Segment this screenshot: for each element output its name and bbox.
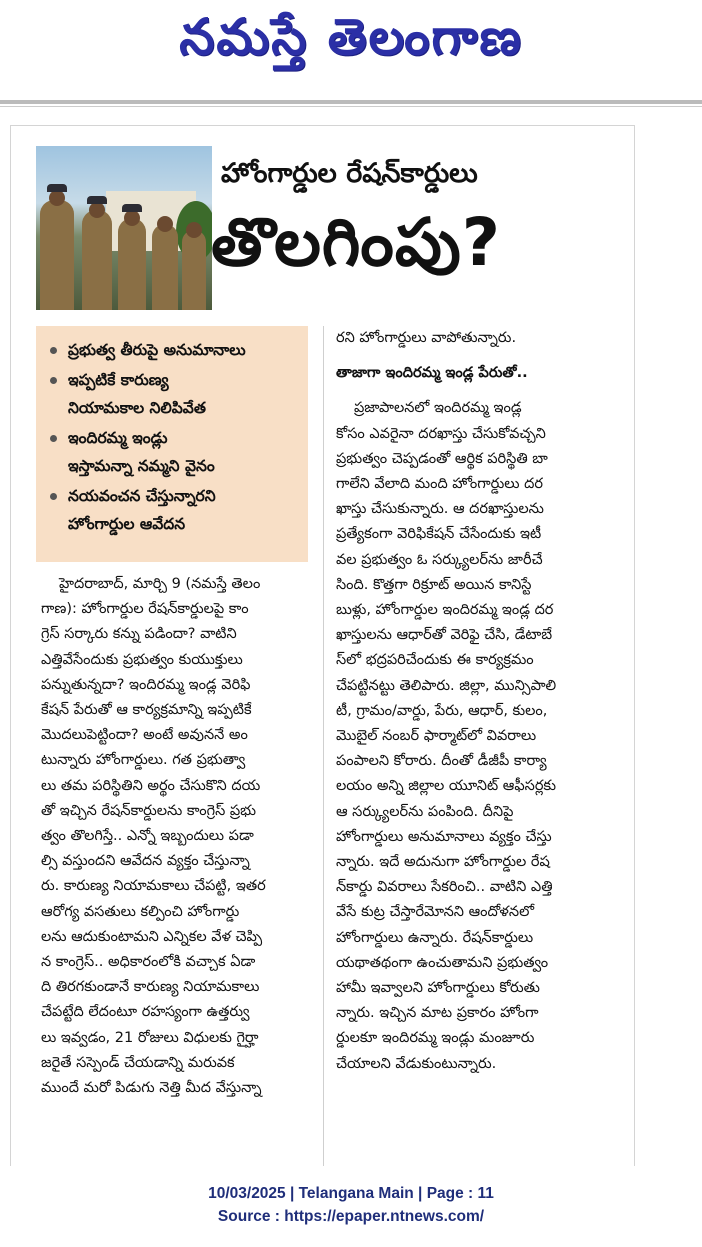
body-text-line: న కాంగ్రెస్.. అధికారంలోకి వచ్చాక ఏడా <box>41 954 256 971</box>
body-text-line: మొబైల్ నంబర్ ఫార్మాట్‌లో వివరాలు <box>336 728 537 745</box>
bullet-icon <box>50 347 57 354</box>
body-text-line: మొదలుపెట్టిందా? అంటే అవుననే అం <box>41 727 248 744</box>
highlight-item <box>48 366 300 422</box>
body-text-line: గాణ): హోంగార్డుల రేషన్‌కార్డులపై కాం <box>41 601 249 618</box>
article-kicker: హోంగార్డుల రేషన్‌కార్డులు <box>221 158 478 189</box>
masthead-rule <box>0 100 702 104</box>
right-column-text <box>336 326 616 1077</box>
guard-cap <box>122 204 142 212</box>
home-guards-photo <box>36 146 212 310</box>
body-text-line: ప్రత్యేకంగా వెరిఫికేషన్ చేసేందుకు ఇటీ <box>336 526 542 543</box>
guard-head <box>89 202 105 218</box>
body-text-line: లు తమ పరిస్థితిని అర్థం చేసుకొని దయ <box>41 777 261 794</box>
footer-source: Source : https://epaper.ntnews.com/ <box>217 1208 485 1225</box>
body-text-line: న్నారు. ఇచ్చిన మాట ప్రకారం హోంగా <box>336 1005 539 1022</box>
body-text-line: ప్రభుత్వం చెప్పడంతో ఆర్థిక పరిస్థితి బా <box>336 450 548 467</box>
body-text-line: హైదరాబాద్, మార్చి 9 (నమస్తే తెలం <box>59 576 261 592</box>
guard-figure <box>118 218 146 310</box>
highlights-box <box>36 326 308 562</box>
body-text-line: లు ఇవ్వడం, 21 రోజులు విధులకు గైర్హా <box>41 1029 259 1046</box>
body-text-line: లయం అన్ని జిల్లాల యూనిట్ ఆఫీసర్లకు <box>336 778 556 795</box>
column-divider <box>323 326 324 1166</box>
highlight-text: ఇందిరమ్మ ఇండ్లు <box>68 429 168 447</box>
body-text-line: న్నారు. ఇదే అదునుగా హోంగార్డుల రేష <box>336 854 550 871</box>
body-text-line: ముందే మరో పిడుగు నెత్తి మీద వేస్తున్నా <box>41 1080 262 1097</box>
body-text-line: న్‌కార్డు వివరాలు సేకరించి.. వాటిని ఎత్తి <box>336 879 553 896</box>
body-text-line: పంపాలని కోరారు. దీంతో డీజీపీ కార్యా <box>336 753 547 770</box>
body-text-line: త్వం తొలగిస్తే.. ఎన్నో ఇబ్బందులు పడా <box>41 828 254 845</box>
masthead-rule-thin <box>0 106 702 107</box>
guard-figure <box>82 210 112 310</box>
highlight-item <box>48 336 300 364</box>
newspaper-logo: నమస్తే తెలంగాణ <box>179 8 523 66</box>
body-text-line: వేసే కుట్ర చేస్తారేమోనని ఆందోళనలో <box>336 904 535 921</box>
body-text-line: గ్రెస్ సర్కారు కన్ను పడిందా? వాటిని <box>41 626 237 643</box>
body-text-line: హోంగార్డులు ఉన్నారు. రేషన్‌కార్డులు <box>336 929 534 946</box>
masthead <box>0 0 702 100</box>
highlight-text: ఇప్పటికే కారుణ్య <box>68 371 169 389</box>
footer-date-edition: 10/03/2025 | Telangana Main | Page : 11 <box>208 1185 494 1202</box>
body-text-line: చేయాలని వేడుకుంటున్నారు. <box>336 1055 497 1072</box>
article-headline: తొలగింపు? <box>211 204 501 281</box>
body-text-line: హోంగార్డులు అనుమానాలు వ్యక్తం చేస్తు <box>336 828 552 845</box>
body-text-line: బుళ్లు, హోంగార్డుల ఇందిరమ్మ ఇండ్ల దర <box>336 602 554 619</box>
bullet-icon <box>50 435 57 442</box>
body-text-line: సింది. కొత్తగా రిక్రూట్ అయిన కానిస్టే <box>336 576 532 593</box>
body-text-line: ది తిరగకుండానే కారుణ్య నియామకాలు <box>41 979 260 996</box>
highlights-list <box>36 326 308 538</box>
highlight-text: నియామకాల నిలిపివేత <box>68 399 206 417</box>
guard-figure <box>182 230 206 310</box>
body-text-line: ఖాస్తు చేసుకున్నారు. ఆ దరఖాస్తులను <box>336 501 544 518</box>
body-text-line: స్‌లో భద్రపరిచేందుకు ఈ కార్యక్రమం <box>336 652 534 669</box>
left-column-text <box>41 572 313 1101</box>
guard-head <box>157 216 173 232</box>
highlight-item <box>48 482 300 538</box>
body-text-line: లను ఆదుకుంటామని ఎన్నికల వేళ చెప్పి <box>41 928 263 945</box>
right-column-body <box>336 396 616 1076</box>
body-text-line: కేషన్ పేరుతో ఆ కార్యక్రమాన్ని ఇప్పటికే <box>41 702 252 719</box>
bullet-icon <box>50 493 57 500</box>
body-text-line: ఎత్తివేసేందుకు ప్రభుత్వం కుయుక్తులు <box>41 651 243 668</box>
body-text-line: ఖాస్తులను ఆధార్‌తో వెరిఫై చేసి, డేటాబే <box>336 627 553 644</box>
highlight-text: హోంగార్డుల ఆవేదన <box>68 515 186 533</box>
guard-figure <box>40 200 74 310</box>
guard-head <box>49 190 65 206</box>
highlight-text: నయవంచన చేస్తున్నారని <box>68 487 216 505</box>
guard-cap <box>87 196 107 204</box>
body-text-line: కోసం ఎవరైనా దరఖాస్తు చేసుకోవచ్చని <box>336 425 546 442</box>
body-text-line: తో ఇచ్చిన రేషన్‌కార్డులను కాంగ్రెస్ ప్రభు <box>41 802 257 819</box>
body-text-line: జరైతే సస్పెండ్ చేయడాన్ని మరువక <box>41 1054 235 1071</box>
right-column-first-line: రని హోంగార్డులు వాపోతున్నారు. <box>336 330 517 346</box>
body-text-line: పన్నుతున్నదా? ఇందిరమ్మ ఇండ్ల వెరిఫి <box>41 676 251 693</box>
body-text-line: ప్రజాపాలనలో ఇందిరమ్మ ఇండ్ల <box>354 400 522 417</box>
highlight-text: ప్రభుత్వ తీరుపై అనుమానాలు <box>68 341 246 359</box>
body-text-line: హామీ ఇవ్వాలని హోంగార్డులు కోరుతు <box>336 980 540 997</box>
body-text-line: వల ప్రభుత్వం ఓ సర్క్యులర్‌ను జారీచే <box>336 551 543 568</box>
body-text-line: టున్నారు హోంగార్డులు. గత ప్రభుత్వా <box>41 752 246 769</box>
body-text-line: రు. కారుణ్య నియామకాలు చేపట్టి, ఇతర <box>41 878 266 895</box>
highlight-item <box>48 424 300 480</box>
body-text-line: ల్సి వస్తుందని ఆవేదన వ్యక్తం చేస్తున్నా <box>41 853 250 870</box>
guard-head <box>124 210 140 226</box>
body-text-line: ఆ సర్క్యులర్‌ను పంపింది. దీనిపై <box>336 803 514 820</box>
highlight-text: ఇస్తామన్నా నమ్మని వైనం <box>68 457 215 475</box>
guard-cap <box>47 184 67 192</box>
body-text-line: చేపట్టేది లేదంటూ రహస్యంగా ఉత్తర్వు <box>41 1004 250 1021</box>
subheading: తాజాగా ఇందిరమ్మ ఇండ్ల పేరుతో.. <box>336 365 528 382</box>
body-text-line: ర్డులకూ ఇందిరమ్మ ఇండ్లు మంజూరు <box>336 1030 535 1047</box>
article-clipping <box>10 125 635 1166</box>
body-text-line: ఆరోగ్య వసతులు కల్పించి హోంగార్డు <box>41 903 240 920</box>
body-text-line: టీ, గ్రామం/వార్డు, పేరు, ఆధార్, కులం, <box>336 702 548 719</box>
guard-figure <box>152 224 178 310</box>
body-text-line: చేపట్టినట్టు తెలిపారు. జిల్లా, మున్సిపాలి <box>336 677 557 694</box>
body-text-line: గాలేని వేలాది మంది హోంగార్డులు దర <box>336 476 543 493</box>
bullet-icon <box>50 377 57 384</box>
guard-head <box>186 222 202 238</box>
body-text-line: యథాతథంగా ఉంచుతామని ప్రభుత్వం <box>336 954 549 971</box>
